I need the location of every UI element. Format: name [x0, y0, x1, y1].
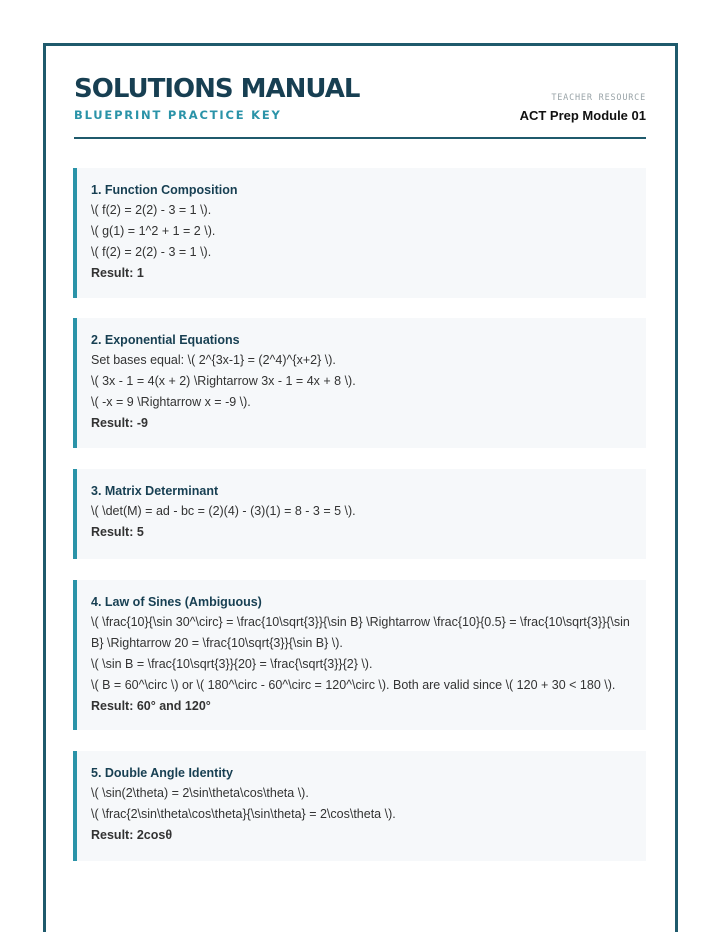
solution-step: \( \frac{10}{\sin 30^\circ} = \frac{10\sqrt{3}}{\sin B} \Rightarrow \frac{10}{0.5} = \frac{10\sqrt{3}}{\sin B} \Rightarrow 20 = \frac{10\sqrt{3}}{\sin B} \). — [91, 615, 630, 650]
page-header — [74, 73, 646, 139]
problem-card-5 — [73, 751, 646, 861]
resource-label: TEACHER RESOURCE — [551, 93, 646, 103]
solution-step: \( B = 60^\circ \) or \( 180^\circ - 60^\circ = 120^\circ \). Both are valid since \( 120 + 30 < 180 \). — [91, 678, 616, 692]
page-title: SOLUTIONS MANUAL — [74, 74, 360, 104]
problem-card-2 — [73, 318, 646, 448]
problem-title: 5. Double Angle Identity — [91, 766, 233, 780]
problem-result: Result: 1 — [91, 266, 144, 280]
solution-step: Set bases equal: \( 2^{3x-1} = (2^4)^{x+2} \). — [91, 353, 336, 367]
solution-step: \( -x = 9 \Rightarrow x = -9 \). — [91, 395, 251, 409]
solution-step: \( \sin(2\theta) = 2\sin\theta\cos\theta \). — [91, 786, 309, 800]
problem-card-4 — [73, 580, 646, 730]
module-label: ACT Prep Module 01 — [519, 108, 646, 123]
solution-step: \( \sin B = \frac{10\sqrt{3}}{20} = \frac{\sqrt{3}}{2} \). — [91, 657, 373, 671]
solution-step: \( \det(M) = ad - bc = (2)(4) - (3)(1) = 8 - 3 = 5 \). — [91, 504, 356, 518]
solution-step: \( g(1) = 1^2 + 1 = 2 \). — [91, 224, 216, 238]
problem-card-3 — [73, 469, 646, 559]
problem-result: Result: 2cosθ — [91, 828, 173, 842]
solution-step: \( f(2) = 2(2) - 3 = 1 \). — [91, 203, 212, 217]
problem-card-1 — [73, 168, 646, 298]
problem-result: Result: 5 — [91, 525, 144, 539]
problem-title: 3. Matrix Determinant — [91, 484, 219, 498]
solution-step: \( 3x - 1 = 4(x + 2) \Rightarrow 3x - 1 = 4x + 8 \). — [91, 374, 356, 388]
problem-result: Result: -9 — [91, 416, 148, 430]
page-subtitle: BLUEPRINT PRACTICE KEY — [74, 108, 282, 122]
problem-title: 4. Law of Sines (Ambiguous) — [91, 595, 262, 609]
solution-step: \( f(2) = 2(2) - 3 = 1 \). — [91, 245, 212, 259]
solution-step: \( \frac{2\sin\theta\cos\theta}{\sin\theta} = 2\cos\theta \). — [91, 807, 396, 821]
problem-title: 2. Exponential Equations — [91, 333, 240, 347]
problem-title: 1. Function Composition — [91, 183, 238, 197]
problem-result: Result: 60° and 120° — [91, 699, 211, 713]
